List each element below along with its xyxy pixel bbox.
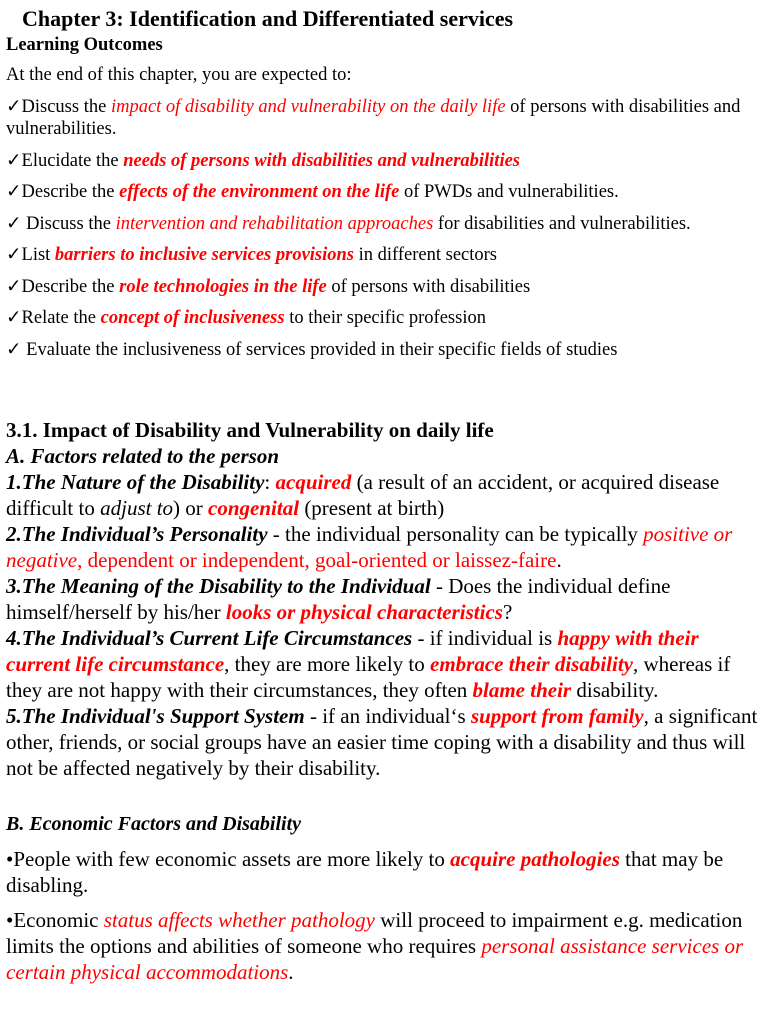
check-icon: ✓ xyxy=(6,182,22,202)
factor-3: 3.The Meaning of the Disability to the Individual - Does the individual define himself/herself by his/her looks or physical characteristics? xyxy=(6,574,671,624)
document-page xyxy=(6,4,760,985)
outcome-item: ✓Relate the concept of inclusiveness to their specific profession xyxy=(6,308,486,328)
bullet-item: •People with few economic assets are more likely to acquire pathologies that may be disabling. xyxy=(6,847,724,897)
factor-2: 2.The Individual’s Personality - the individual personality can be typically positive or negative, dependent or independent, goal-oriented or laissez-faire. xyxy=(6,522,733,572)
bullet-icon: • xyxy=(6,847,14,871)
outcome-item: ✓List barriers to inclusive services provisions in different sectors xyxy=(6,245,498,265)
outcome-item: ✓Discuss the impact of disability and vulnerability on the daily life of persons with disabilities and vulnerabilities. xyxy=(6,96,741,139)
factor-5: 5.The Individual's Support System - if an individual‘s support from family, a significant other, friends, or social groups have an easier time coping with a disability and thus will not be affected negatively by their disability. xyxy=(6,704,758,780)
subsection-a-heading: A. Factors related to the person xyxy=(6,444,280,468)
learning-outcomes-heading: Learning Outcomes xyxy=(6,35,163,55)
section-b-heading: B. Economic Factors and Disability xyxy=(6,813,302,835)
check-icon: ✓ xyxy=(6,245,22,265)
bullet-item: •Economic status affects whether pathology will proceed to impairment e.g. medication limits the options and abilities of someone who requires personal assistance services or certain physical accommodations. xyxy=(6,908,744,984)
outcome-item: ✓ Discuss the intervention and rehabilitation approaches for disabilities and vulnerabilities. xyxy=(6,213,691,234)
section-heading: 3.1. Impact of Disability and Vulnerability on daily life xyxy=(6,418,494,442)
check-icon: ✓ xyxy=(6,96,22,117)
section-b xyxy=(6,811,760,985)
intro-text: At the end of this chapter, you are expected to: xyxy=(6,65,352,85)
check-icon: ✓ xyxy=(6,213,22,234)
section-3-1 xyxy=(6,417,760,781)
outcome-item: ✓Describe the effects of the environment on the life of PWDs and vulnerabilities. xyxy=(6,182,619,202)
factor-4: 4.The Individual’s Current Life Circumstances - if individual is happy with their current life circumstance, they are more likely to embrace their disability, whereas if they are not happy with their circumstances, they often blame their disability. xyxy=(6,626,731,702)
outcome-item: ✓ Evaluate the inclusiveness of services provided in their specific fields of studies xyxy=(6,339,618,360)
factor-1: 1.The Nature of the Disability: acquired (a result of an accident, or acquired disease difficult to adjust to) or congenital (present at birth) xyxy=(6,470,720,520)
check-icon: ✓ xyxy=(6,150,22,171)
outcome-item: ✓Describe the role technologies in the life of persons with disabilities xyxy=(6,276,531,297)
check-icon: ✓ xyxy=(6,339,22,360)
chapter-title: Chapter 3: Identification and Differentiated services xyxy=(22,6,514,31)
check-icon: ✓ xyxy=(6,276,22,297)
outcome-item: ✓Elucidate the needs of persons with disabilities and vulnerabilities xyxy=(6,150,520,171)
bullet-icon: • xyxy=(6,908,14,932)
outcomes-list xyxy=(6,96,760,362)
check-icon: ✓ xyxy=(6,308,22,328)
